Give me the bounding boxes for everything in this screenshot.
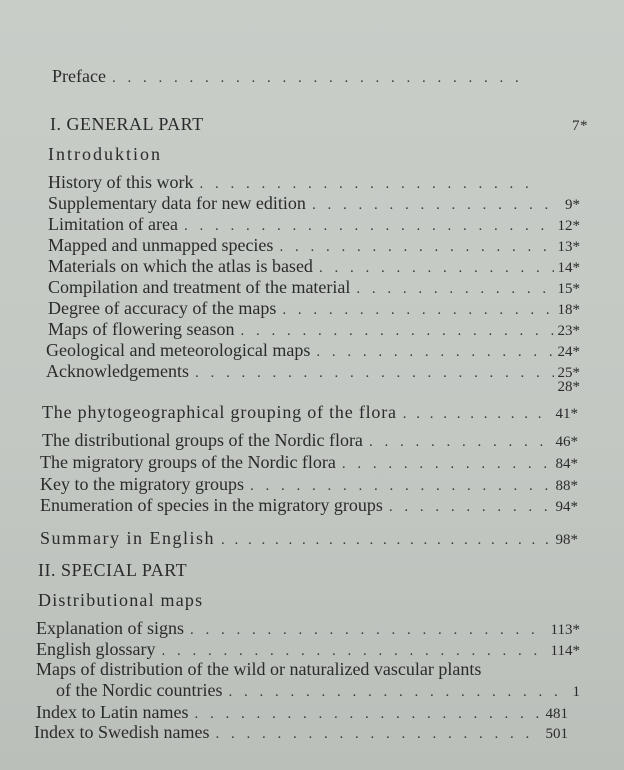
toc-entry: Degree of accuracy of the maps . . . 18* [48, 298, 580, 319]
leader-dots [195, 365, 554, 382]
toc-entry: Index to Latin names . . . 481 [36, 702, 568, 723]
toc-page-number: 94* [555, 499, 578, 515]
toc-special-part: II. SPECIAL PART [38, 560, 188, 580]
toc-page-number: 14* [557, 260, 580, 276]
toc-page-number: 23* [557, 323, 580, 339]
leader-dots [279, 239, 553, 256]
toc-entry: of the Nordic countries . . . 1 [56, 680, 580, 701]
toc-page-number: 15* [557, 281, 580, 297]
toc-page-number: 24* [557, 344, 580, 360]
toc-preface-label: Preface [52, 66, 106, 86]
leader-dots [312, 197, 561, 214]
toc-page-number: 84* [555, 456, 578, 472]
leader-dots [112, 70, 526, 87]
toc-entry: English glossary . . . 114* [36, 639, 580, 660]
toc-entry: Maps of distribution of the wild or naturalized vascular plants [36, 659, 482, 679]
toc-page-number: 41* [555, 406, 578, 422]
leader-dots [319, 260, 554, 277]
toc-page-number: 98* [555, 532, 578, 548]
toc-entry: Geological and meteorological maps . . . 24* [46, 340, 580, 361]
toc-entry: Key to the migratory groups . . . 88* [40, 474, 578, 495]
toc-page-number: 1 [572, 684, 580, 700]
toc-entry: History of this work . . . [48, 172, 532, 193]
toc-summary: Summary in English . . . 98* [40, 528, 578, 549]
toc-page-number: 501 [545, 726, 568, 742]
toc-entry: Supplementary data for new edition . . . 9* [48, 193, 580, 214]
toc-entry: Compilation and treatment of the material . . . 15* [48, 277, 580, 298]
toc-entry: Index to Swedish names . . . 501 [34, 722, 568, 743]
toc-entry: Mapped and unmapped species . . . 13* [48, 235, 580, 256]
toc-page-number: 88* [555, 478, 578, 494]
toc-page-number: 12* [557, 218, 580, 234]
leader-dots [184, 218, 554, 235]
leader-dots [389, 499, 552, 516]
toc-page-number: 7* [572, 118, 588, 134]
toc-entry: Enumeration of species in the migratory groups . . . 94* [40, 495, 578, 516]
leader-dots [194, 706, 541, 723]
leader-dots [240, 323, 553, 340]
toc-page-number: 46* [555, 434, 578, 450]
leader-dots [369, 434, 552, 451]
toc-entry: Explanation of signs . . . 113* [36, 618, 580, 639]
toc-page-number: 9* [565, 197, 580, 213]
leader-dots [316, 344, 553, 361]
toc-page-number: 114* [550, 643, 580, 659]
toc-page-number: 28* [557, 379, 580, 395]
toc-entry: Acknowledgements . . . 25* [46, 361, 580, 382]
leader-dots [228, 684, 568, 701]
toc-entry: Limitation of area . . . 12* [48, 214, 580, 235]
leader-dots [282, 302, 553, 319]
toc-entry: The migratory groups of the Nordic flora . . . 84* [40, 452, 578, 473]
toc-introduction-heading: Introduktion [48, 144, 162, 164]
leader-dots [403, 406, 552, 423]
leader-dots [215, 726, 541, 743]
leader-dots [162, 643, 547, 660]
leader-dots [250, 478, 552, 495]
toc-distributional-maps-heading: Distributional maps [38, 590, 204, 610]
leader-dots [356, 281, 553, 298]
toc-page-number: 18* [557, 302, 580, 318]
toc-preface [52, 66, 530, 87]
toc-page-number: 481 [545, 706, 568, 722]
leader-dots [190, 622, 547, 639]
toc-entry: Materials on which the atlas is based . . . 14* [48, 256, 580, 277]
toc-general-part-label: I. GENERAL PART [50, 114, 204, 134]
leader-dots [342, 456, 552, 473]
toc-entry: Maps of flowering season . . . 23* [48, 319, 580, 340]
toc-page-number: 13* [557, 239, 580, 255]
leader-dots [200, 176, 529, 193]
toc-page-number: 25* [557, 365, 580, 381]
toc-entry: The distributional groups of the Nordic flora . . . 46* [42, 430, 578, 451]
toc-general-part [50, 114, 588, 135]
toc-page-number: 113* [550, 622, 580, 638]
toc-phyto-heading: The phytogeographical grouping of the flora . . . 41* [42, 402, 578, 423]
leader-dots [221, 532, 552, 549]
